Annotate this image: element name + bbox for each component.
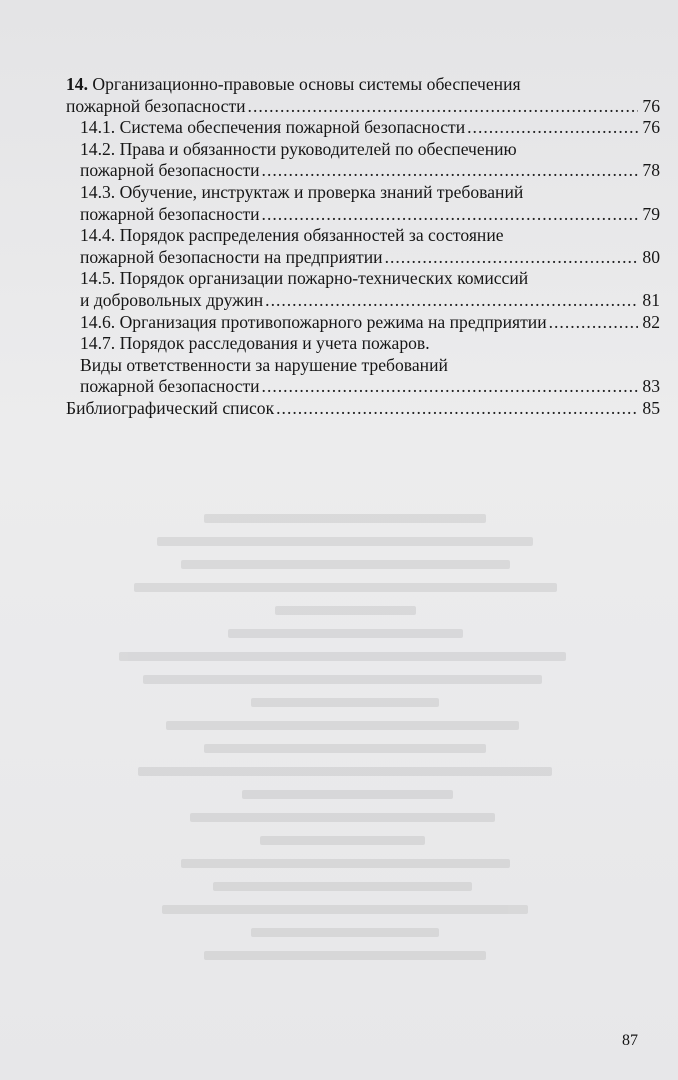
toc-item-14-6 bbox=[66, 312, 660, 334]
toc-item-line: пожарной безопасности bbox=[80, 376, 260, 397]
chapter-number: 14. bbox=[66, 74, 88, 94]
toc-item-line: пожарной безопасности bbox=[80, 203, 260, 224]
toc-item-line: 14.3. Обучение, инструктаж и проверка знаний требований bbox=[80, 181, 524, 202]
leader-dots bbox=[262, 376, 638, 398]
toc-item-14-5 bbox=[66, 268, 660, 311]
toc-item-line: 14.5. Порядок организации пожарно-технических комиссий bbox=[80, 268, 529, 289]
chapter-title-line-1: Организационно-правовые основы системы обеспечения bbox=[92, 74, 521, 94]
leader-dots bbox=[248, 96, 638, 118]
leader-dots bbox=[385, 247, 638, 269]
toc-item-line: 14.4. Порядок распределения обязанностей за состояние bbox=[80, 225, 504, 246]
toc-item-line: Виды ответственности за нарушение требований bbox=[80, 354, 448, 375]
toc-item-line: 14.7. Порядок расследования и учета пожаров. bbox=[80, 333, 430, 354]
bibliography-title: Библиографический список bbox=[66, 397, 275, 418]
leader-dots bbox=[262, 204, 638, 226]
toc-item-14-2 bbox=[66, 139, 660, 182]
toc-page-number: 85 bbox=[642, 397, 660, 418]
toc-page-number: 78 bbox=[642, 160, 660, 181]
toc-item-14-3 bbox=[66, 182, 660, 225]
toc-page-number: 76 bbox=[642, 117, 660, 138]
toc-item-14-4 bbox=[66, 225, 660, 268]
toc-item-line: 14.6. Организация противопожарного режима на предприятии bbox=[80, 311, 547, 332]
toc-chapter-14 bbox=[66, 74, 660, 117]
toc-page-number: 76 bbox=[642, 95, 660, 116]
toc-item-line: 14.1. Система обеспечения пожарной безопасности bbox=[80, 117, 466, 138]
toc-page-number: 80 bbox=[642, 246, 660, 267]
toc-item-14-7 bbox=[66, 333, 660, 398]
toc-item-14-1 bbox=[66, 117, 660, 139]
leader-dots bbox=[467, 117, 638, 139]
toc-item-line: пожарной безопасности на предприятии bbox=[80, 246, 383, 267]
toc-item-line: и добровольных дружин bbox=[80, 289, 264, 310]
bleed-through-text bbox=[110, 500, 580, 1020]
chapter-title-line-2: пожарной безопасности bbox=[66, 95, 246, 116]
toc-item-line: пожарной безопасности bbox=[80, 160, 260, 181]
table-of-contents bbox=[66, 74, 660, 420]
leader-dots bbox=[262, 160, 638, 182]
page-number: 87 bbox=[622, 1032, 638, 1049]
leader-dots bbox=[276, 398, 638, 420]
toc-page-number: 82 bbox=[642, 311, 660, 332]
toc-bibliography bbox=[66, 398, 660, 420]
toc-page-number: 79 bbox=[642, 203, 660, 224]
leader-dots bbox=[265, 290, 638, 312]
toc-page-number: 81 bbox=[642, 289, 660, 310]
toc-item-line: 14.2. Права и обязанности руководителей по обеспечению bbox=[80, 138, 517, 159]
toc-page-number: 83 bbox=[642, 376, 660, 397]
leader-dots bbox=[549, 312, 638, 334]
